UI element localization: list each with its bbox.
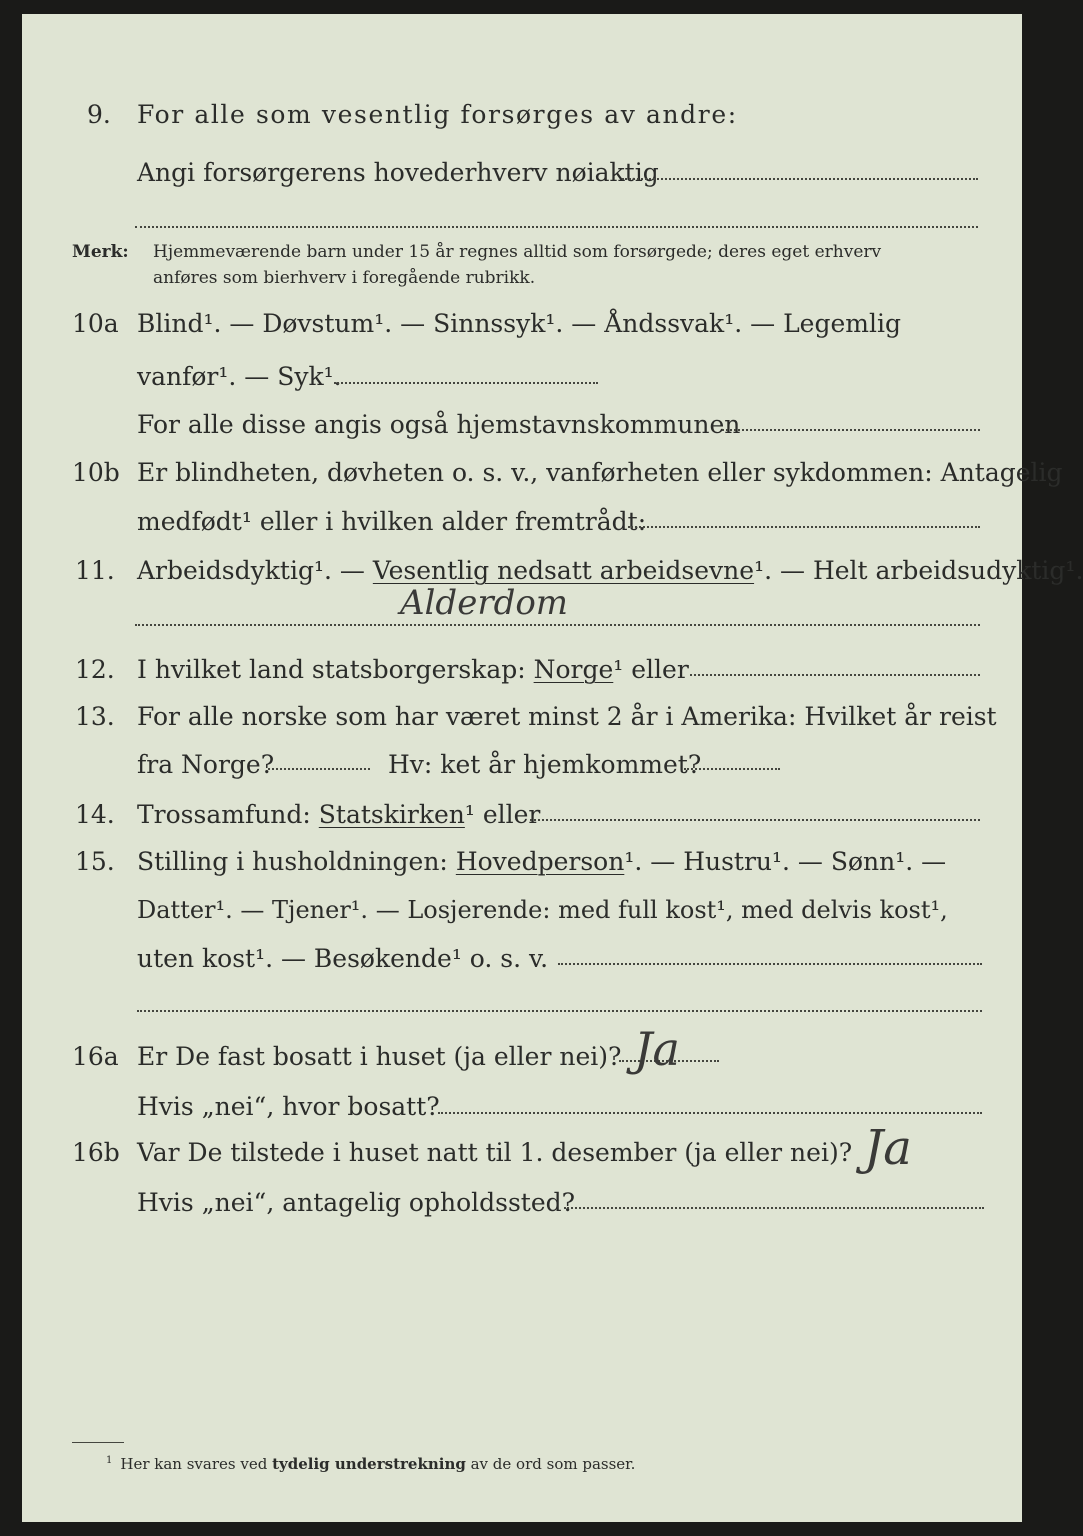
q12-post: ¹ eller (613, 655, 689, 684)
q11-underlined: Vesentlig nedsatt arbeidsevne (372, 556, 755, 585)
footnote (106, 1456, 635, 1472)
census-form-page (22, 14, 1083, 1522)
q14-pre: Trossamfund: (137, 800, 319, 829)
q13-line1: For alle norske som har været minst 2 år i Amerika: Hvilket år reist (137, 702, 997, 731)
q15-line3: uten kost¹. — Besøkende¹ o. s. v. (137, 944, 549, 973)
q9-line1: For alle som vesentlig forsørges av andre: (137, 100, 738, 129)
q16a-line1: Er De fast bosatt i huset (ja eller nei)? (137, 1042, 622, 1071)
q10a-line1: Blind¹. — Døvstum¹. — Sinnssyk¹. — Åndssvak¹. — Legemlig (137, 309, 901, 338)
q9-number: 9. (87, 100, 111, 129)
q13-line2b: Hv: ket år hjemkommet? (388, 750, 702, 779)
q11-part2: ¹. — Helt arbeidsudyktig¹. (754, 556, 1083, 585)
q11-handwritten-answer: Alderdom (400, 583, 569, 623)
q11-number: 11. (75, 556, 115, 585)
q10a-number: 10a (72, 309, 119, 338)
q16a-handwritten-answer: Ja (634, 1022, 680, 1076)
q13-reist-line[interactable] (268, 768, 370, 770)
footnote-mark: 1 (106, 1455, 113, 1466)
q15-line2: Datter¹. — Tjener¹. — Losjerende: med full kost¹, med delvis kost¹, (137, 896, 948, 924)
footnote-rule (72, 1442, 124, 1443)
q10a-hjemstavn-line[interactable] (722, 429, 980, 431)
q10b-number: 10b (72, 458, 120, 487)
q14-underlined: Statskirken (318, 800, 465, 829)
q14-line (137, 802, 540, 827)
q14-post: ¹ eller (464, 800, 541, 829)
q16b-handwritten-answer: Ja (864, 1120, 912, 1176)
merk-line1: Hjemmeværende barn under 15 år regnes alltid som forsørgede; deres eget erhverv (153, 242, 882, 262)
q15-line1 (137, 849, 946, 874)
q9-answer-line-2[interactable] (135, 226, 978, 228)
q10a-line2: vanfør¹. — Syk¹. (137, 362, 342, 391)
q12-line (137, 657, 689, 682)
q12-answer-line[interactable] (690, 674, 980, 676)
merk-label: Merk: (72, 242, 129, 262)
q12-pre: I hvilket land statsborgerskap: (137, 655, 534, 684)
q16b-number: 16b (72, 1138, 120, 1167)
q15-answer-line[interactable] (558, 963, 982, 965)
q9-answer-line[interactable] (622, 178, 978, 180)
q11-line1 (137, 558, 1083, 583)
q13-line2a: fra Norge? (137, 750, 275, 779)
q10a-syk-line[interactable] (334, 382, 598, 384)
q13-number: 13. (75, 702, 115, 731)
q10b-answer-line[interactable] (628, 526, 980, 528)
q16a-line2: Hvis „nei“, hvor bosatt? (137, 1092, 440, 1121)
q15-pre: Stilling i husholdningen: (137, 847, 456, 876)
q11-part1: Arbeidsdyktig¹. — (137, 556, 373, 585)
q15-post: ¹. — Hustru¹. — Sønn¹. — (624, 847, 947, 876)
q9-line2: Angi forsørgerens hovederhverv nøiaktig (137, 158, 659, 187)
q16b-opholdssted-line[interactable] (564, 1207, 984, 1209)
q15-number: 15. (75, 847, 115, 876)
q16a-number: 16a (72, 1042, 119, 1071)
merk-line2: anføres som bierhverv i foregående rubrikk. (153, 268, 536, 288)
footnote-bold: tydelig understrekning (272, 1455, 466, 1473)
footnote-pre: Her kan svares ved (120, 1455, 273, 1473)
q15-underlined: Hovedperson (455, 847, 625, 876)
q16b-line2: Hvis „nei“, antagelig opholdssted? (137, 1188, 576, 1217)
q15-answer-line-2[interactable] (137, 1010, 982, 1012)
q12-number: 12. (75, 655, 115, 684)
q16a-bosatt-line[interactable] (438, 1112, 982, 1114)
q10a-line3: For alle disse angis også hjemstavnskommunen (137, 410, 741, 439)
q10b-line2: medfødt¹ eller i hvilken alder fremtrådt: (137, 507, 647, 536)
footnote-post: av de ord som passer. (465, 1455, 636, 1473)
q16b-line1: Var De tilstede i huset natt til 1. desember (ja eller nei)? (137, 1138, 853, 1167)
q12-underlined: Norge (533, 655, 614, 684)
q14-answer-line[interactable] (530, 819, 980, 821)
q13-hjemkommet-line[interactable] (684, 768, 780, 770)
q14-number: 14. (75, 800, 115, 829)
q10b-line1: Er blindheten, døvheten o. s. v., vanførheten eller sykdommen: Antagelig (137, 458, 1063, 487)
q11-answer-line[interactable] (135, 624, 980, 626)
